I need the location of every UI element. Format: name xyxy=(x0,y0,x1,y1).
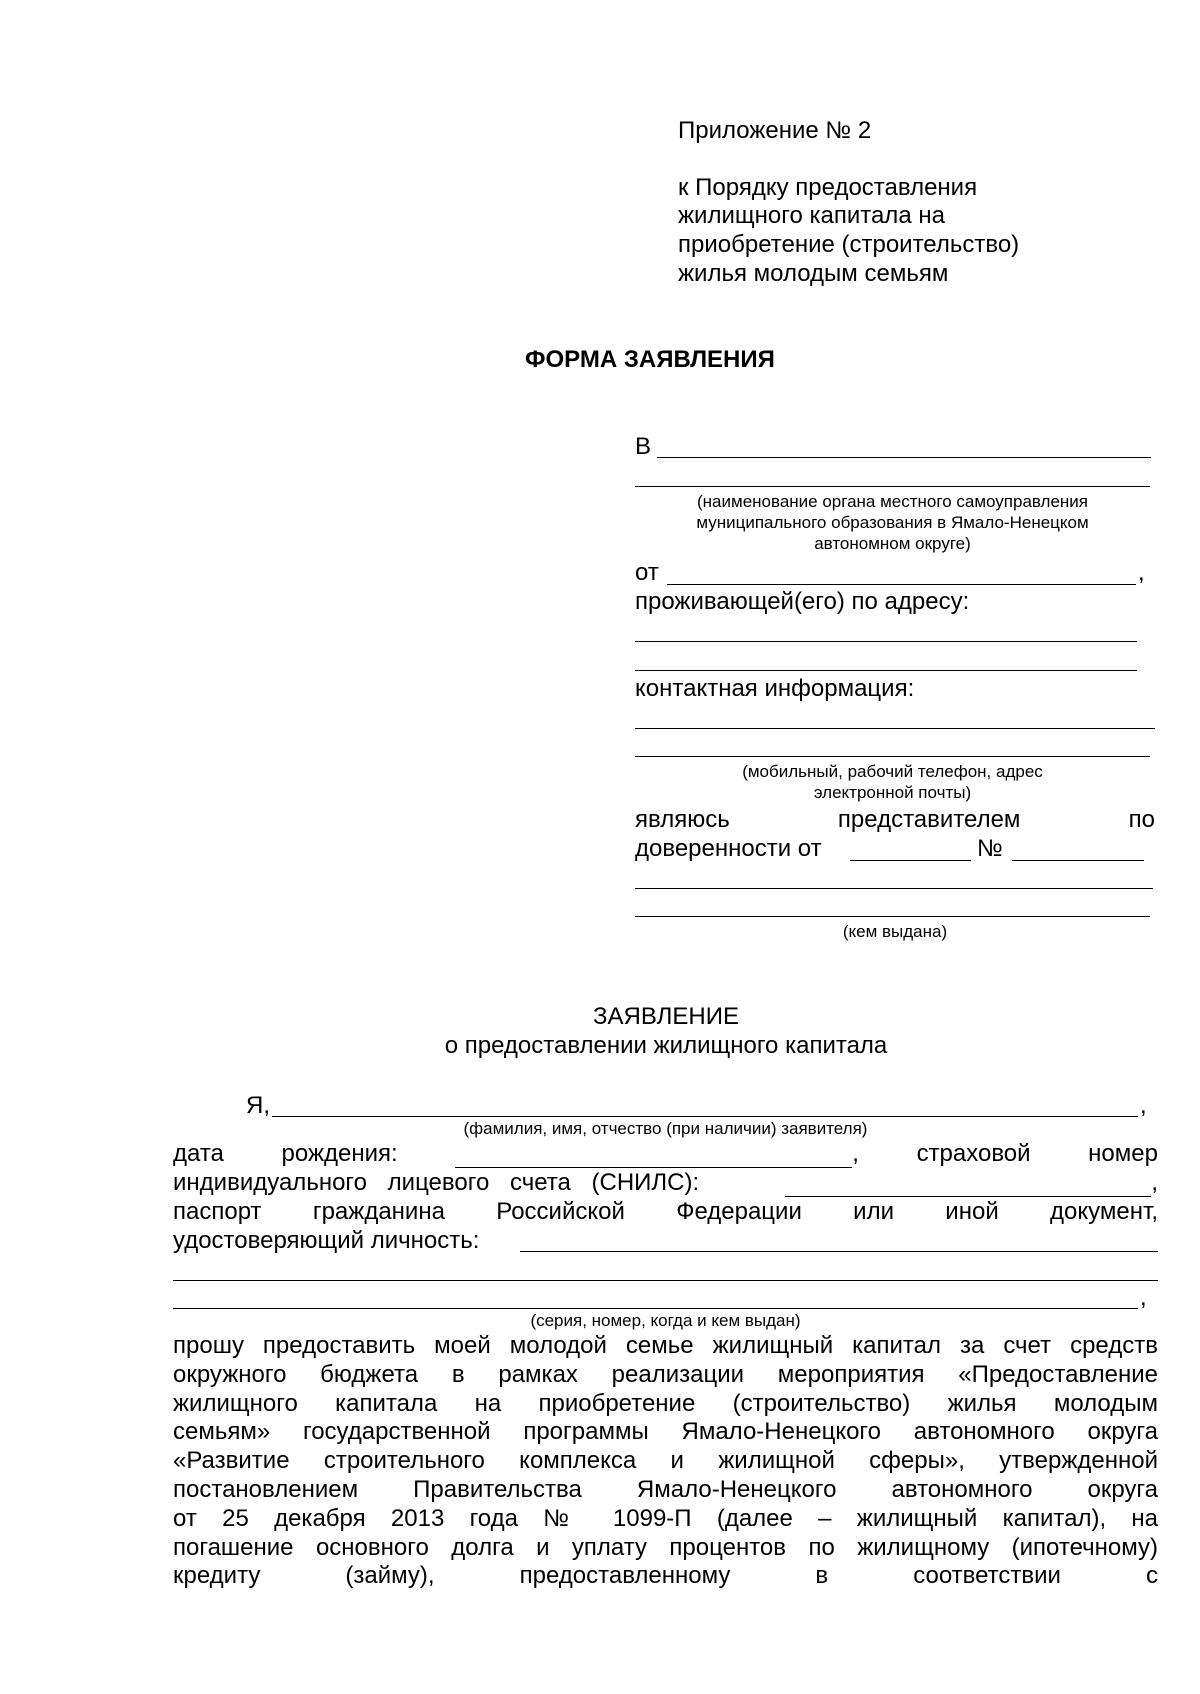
appendix-line: жилья молодым семьям xyxy=(678,260,949,287)
passport-line: паспорт гражданина Российской Федерации или иной документ, xyxy=(173,1198,1158,1225)
rep-word: представителем xyxy=(837,806,1021,833)
from-comma: , xyxy=(1138,559,1145,586)
org-caption: (наименование органа местного самоуправления xyxy=(697,492,1088,511)
doc-caption: (серия, номер, когда и кем выдан) xyxy=(530,1311,801,1330)
from-prefix: от xyxy=(635,559,659,586)
request-line: жилищного капитала на приобретение (строительство) жилья молодым xyxy=(173,1389,1158,1417)
representative-line xyxy=(635,806,1155,834)
proxy-number-sign: № xyxy=(977,835,1003,862)
contact-caption: электронной почты) xyxy=(813,783,972,802)
proxy-date-line[interactable] xyxy=(850,860,971,861)
name-comma: , xyxy=(1140,1092,1147,1119)
snils-comma: , xyxy=(1151,1169,1158,1196)
birth-comma: , xyxy=(852,1140,859,1167)
request-line: окружного бюджета в рамках реализации мероприятия «Предоставление xyxy=(173,1360,1158,1388)
birth-date-field[interactable] xyxy=(455,1140,859,1168)
identity-doc-line-3[interactable] xyxy=(173,1308,1138,1309)
address-line-2[interactable] xyxy=(635,670,1137,671)
request-line: прошу предоставить моей молодой семье жилищный капитал за счет средств xyxy=(173,1332,1158,1359)
issued-by-line-2[interactable] xyxy=(635,916,1150,917)
snils-label: индивидуального лицевого счета (СНИЛС): xyxy=(173,1169,700,1196)
proxy-prefix: доверенности от xyxy=(635,835,822,862)
snils-field-line[interactable] xyxy=(785,1174,1151,1197)
proxy-number-line[interactable] xyxy=(1012,860,1144,861)
birth-word: дата xyxy=(173,1140,224,1167)
issued-by-caption: (кем выдана) xyxy=(842,922,948,941)
i-prefix: Я, xyxy=(246,1092,270,1119)
address-line-1[interactable] xyxy=(635,641,1137,642)
insurance-word: страховой xyxy=(916,1140,1031,1167)
statement-title: ЗАЯВЛЕНИЕ xyxy=(593,1003,739,1030)
birth-word: рождения: xyxy=(281,1140,398,1167)
contact-line-1[interactable] xyxy=(635,728,1155,729)
issued-by-line-1[interactable] xyxy=(635,888,1153,889)
request-line: погашение основного долга и уплату процентов по жилищному (ипотечному) xyxy=(173,1533,1158,1561)
request-line: постановлением Правительства Ямало-Ненецкого автономного округа xyxy=(173,1475,1158,1503)
insurance-word: номер xyxy=(1088,1140,1158,1167)
addressee-to-prefix: В xyxy=(635,433,652,460)
form-title: ФОРМА ЗАЯВЛЕНИЯ xyxy=(525,346,775,373)
request-line: «Развитие строительного комплекса и жилищной сферы», утвержденной xyxy=(173,1447,1158,1475)
appendix-line: к Порядку предоставления xyxy=(678,174,978,201)
identity-label: удостоверяющий личность: xyxy=(173,1227,480,1254)
statement-subtitle: о предоставлении жилищного капитала xyxy=(444,1032,888,1059)
request-paragraph xyxy=(173,1332,1158,1591)
contact-caption: (мобильный, рабочий телефон, адрес xyxy=(742,762,1043,781)
snils-line xyxy=(173,1169,1158,1197)
address-label: проживающей(его) по адресу: xyxy=(635,588,970,615)
doc-comma: , xyxy=(1140,1284,1147,1311)
birth-date-line[interactable] xyxy=(455,1145,852,1168)
name-caption: (фамилия, имя, отчество (при наличии) заявителя) xyxy=(463,1119,868,1138)
appendix-line: жилищного капитала на xyxy=(678,202,945,229)
birth-line xyxy=(173,1140,1158,1168)
identity-doc-line-2[interactable] xyxy=(173,1280,1158,1281)
request-line: кредиту (займу), предоставленному в соответствии с xyxy=(173,1562,1158,1590)
appendix-number: Приложение № 2 xyxy=(678,117,872,144)
addressee-org-line-2[interactable] xyxy=(635,486,1150,487)
request-line: от 25 декабря 2013 года № 1099-П (далее – жилищный капитал), на xyxy=(173,1504,1158,1532)
identity-doc-line-1[interactable] xyxy=(520,1251,1158,1252)
addressee-org-line[interactable] xyxy=(657,457,1151,458)
request-line: семьям» государственной программы Ямало-Ненецкого автономного округа xyxy=(173,1418,1158,1446)
org-caption: муниципального образования в Ямало-Ненецком xyxy=(696,513,1089,532)
rep-word: являюсь xyxy=(635,806,730,833)
contact-label: контактная информация: xyxy=(635,675,915,702)
from-name-line[interactable] xyxy=(667,584,1136,585)
contact-line-2[interactable] xyxy=(635,756,1150,757)
rep-word: по xyxy=(1128,806,1155,833)
org-caption: автономном округе) xyxy=(814,534,971,553)
appendix-line: приобретение (строительство) xyxy=(678,231,1020,258)
applicant-name-line[interactable] xyxy=(272,1116,1138,1117)
